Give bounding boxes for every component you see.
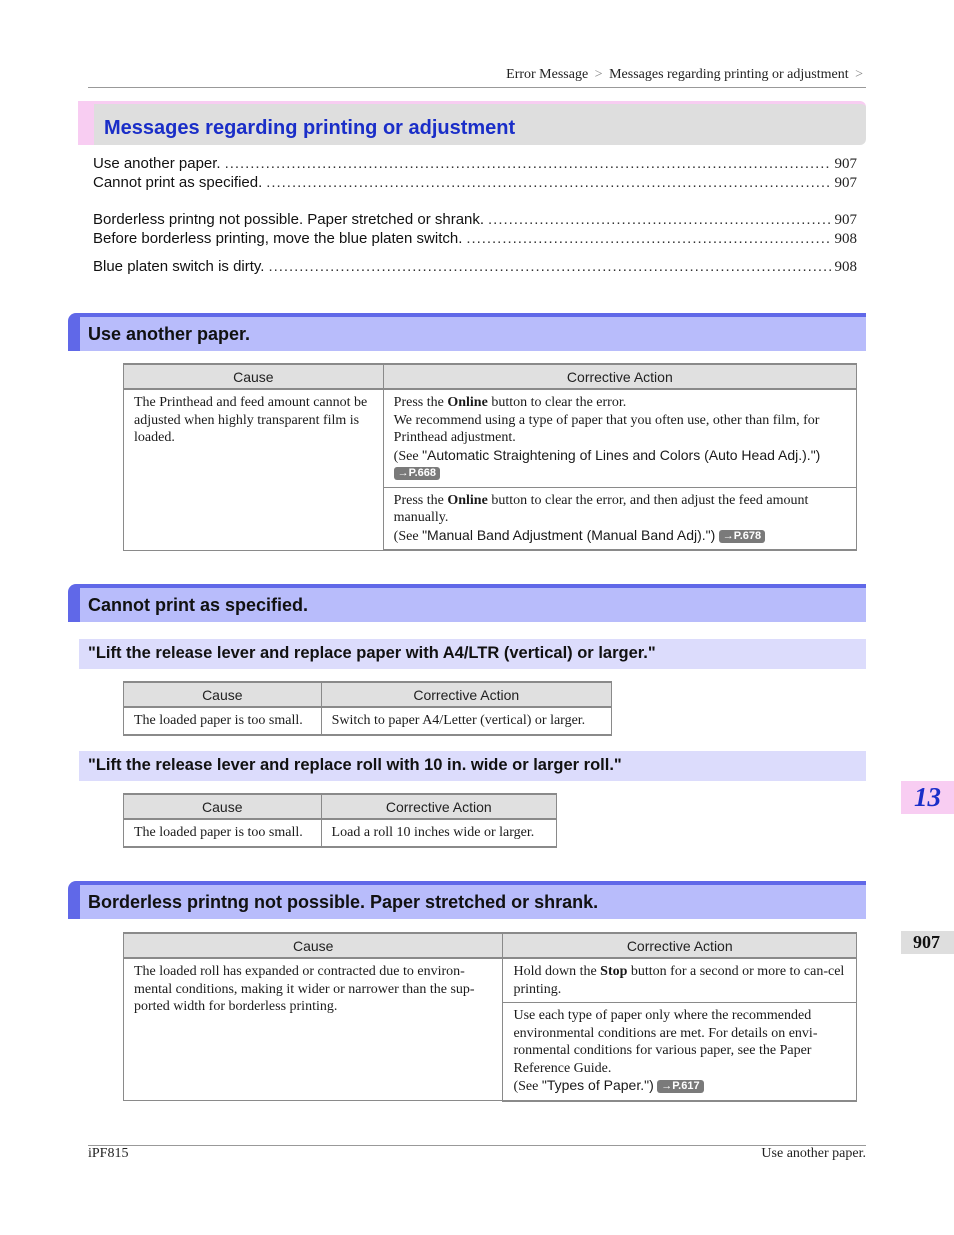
chapter-number-tab[interactable]: [901, 781, 954, 814]
chapter-number: 13: [914, 782, 941, 812]
section-heading-borderless: [68, 881, 866, 919]
action-cell: Switch to paper A4/Letter (vertical) or larger.: [321, 707, 611, 735]
section-title: Use another paper.: [88, 324, 251, 344]
toc-leader-dots: [266, 174, 830, 191]
column-header-cause: Cause: [124, 794, 322, 819]
button-name: Stop: [600, 964, 628, 979]
page-reference-link[interactable]: →P.668: [394, 467, 440, 480]
table-header-row: [124, 794, 557, 819]
table-header-row: [124, 682, 612, 707]
subsection-heading-a4-ltr: [79, 639, 866, 669]
table-use-another-paper: [123, 363, 857, 551]
section-title: Cannot print as specified.: [88, 595, 309, 615]
cause-cell: The loaded roll has expanded or contracted due to environ-mental conditions, making it wider or narrower than the sup-ported width for borderless printing.: [124, 958, 503, 1101]
action-cell: Load a roll 10 inches wide or larger.: [321, 819, 556, 847]
toc-entry-page[interactable]: 907: [834, 175, 857, 191]
cause-cell: The loaded paper is too small.: [124, 819, 322, 847]
subsection-title: "Lift the release lever and replace roll with 10 in. wide or larger roll.": [88, 756, 622, 774]
subsection-heading-10in-roll: [79, 751, 866, 781]
toc-entry[interactable]: [93, 211, 857, 230]
table-row: [124, 958, 857, 1003]
toc-entry-page[interactable]: 908: [834, 231, 857, 247]
action-text: Hold down the: [513, 964, 601, 979]
cause-cell: The loaded paper is too small.: [124, 707, 322, 735]
action-text: Press the: [393, 395, 448, 410]
page-number-tab: [901, 931, 954, 954]
column-header-cause: Cause: [124, 682, 322, 707]
footer-model: iPF815: [88, 1146, 129, 1161]
header-rule: [88, 87, 866, 88]
toc-entry[interactable]: [93, 230, 857, 249]
action-text: button for a second or more to can-cel printing.: [513, 964, 845, 997]
toc-entry-title[interactable]: Borderless printng not possible. Paper stretched or shrank.: [93, 211, 485, 228]
action-cell: [503, 1003, 857, 1101]
page-reference-link[interactable]: →P.678: [719, 530, 765, 543]
table-10in-roll: [123, 793, 557, 848]
table-borderless: [123, 932, 857, 1102]
see-prefix: (See: [513, 1079, 542, 1094]
cause-cell: The Printhead and feed amount cannot be adjusted when highly transparent film is loaded.: [124, 389, 384, 550]
footer-section: Use another paper.: [761, 1146, 866, 1161]
breadcrumb-separator: >: [855, 67, 863, 82]
toc-entry-page[interactable]: 907: [834, 156, 857, 172]
breadcrumb: [506, 67, 866, 83]
toc-leader-dots: [488, 211, 830, 228]
action-cell: [383, 389, 856, 487]
see-prefix: (See: [393, 528, 423, 544]
breadcrumb-link-messages[interactable]: Messages regarding printing or adjustment: [609, 67, 849, 82]
page-reference-link[interactable]: →P.617: [657, 1080, 703, 1093]
chapter-title: Messages regarding printing or adjustment: [104, 117, 516, 139]
column-header-action: Corrective Action: [383, 364, 856, 389]
toc-entry-page[interactable]: 907: [834, 212, 857, 228]
section-heading-use-another-paper: [68, 313, 866, 351]
table-row: [124, 707, 612, 735]
action-cell: [503, 958, 857, 1003]
cross-reference-text: "Automatic Straightening of Lines and Colors (Auto Head Adj.)."): [422, 446, 821, 463]
toc-entry-title[interactable]: Blue platen switch is dirty.: [93, 258, 265, 275]
column-header-action: Corrective Action: [321, 682, 611, 707]
button-name: Online: [447, 395, 488, 410]
column-header-action: Corrective Action: [503, 933, 857, 958]
table-row: [124, 819, 557, 847]
action-text: We recommend using a type of paper that you often use, other than film, for Printhead adjustment.: [393, 412, 820, 445]
table-header-row: [124, 364, 857, 389]
action-cell: [383, 487, 856, 550]
chapter-heading: [78, 101, 866, 145]
toc-leader-dots: [466, 230, 830, 247]
toc-leader-dots: [225, 155, 831, 172]
toc-leader-dots: [268, 258, 830, 275]
button-name: Online: [447, 492, 488, 508]
section-title: Borderless printng not possible. Paper stretched or shrank.: [88, 892, 599, 912]
toc-entry-title[interactable]: Before borderless printing, move the blue platen switch.: [93, 230, 463, 247]
action-text: button to clear the error.: [487, 395, 627, 410]
toc-entry[interactable]: [93, 258, 857, 277]
footer-rule: [88, 1145, 866, 1146]
breadcrumb-link-error-message[interactable]: Error Message: [506, 67, 589, 82]
cross-reference-text: "Types of Paper."): [541, 1077, 654, 1093]
see-prefix: (See: [393, 448, 423, 464]
action-text: button to clear the error, and then adjust the feed amount manually.: [393, 492, 809, 525]
breadcrumb-separator: >: [594, 67, 603, 82]
toc-entry[interactable]: [93, 155, 857, 174]
toc-entry-title[interactable]: Use another paper.: [93, 155, 221, 172]
cross-reference-text: "Manual Band Adjustment (Manual Band Adj)."): [422, 526, 716, 543]
action-text: Use each type of paper only where the recommended environmental conditions are met. For details on envi-ronmental conditions for various paper, see the Paper Reference Guide.: [513, 1008, 818, 1076]
column-header-cause: Cause: [124, 933, 503, 958]
table-header-row: [124, 933, 857, 958]
action-text: Press the: [393, 492, 448, 508]
table-row: [124, 389, 857, 487]
page-number: 907: [913, 932, 940, 952]
toc-entry-page[interactable]: 908: [834, 259, 857, 275]
subsection-title: "Lift the release lever and replace paper with A4/LTR (vertical) or larger.": [88, 644, 656, 662]
column-header-cause: Cause: [124, 364, 384, 389]
section-heading-cannot-print: [68, 584, 866, 622]
toc-entry[interactable]: [93, 174, 857, 193]
column-header-action: Corrective Action: [321, 794, 556, 819]
toc-entry-title[interactable]: Cannot print as specified.: [93, 174, 263, 191]
table-a4-ltr: [123, 681, 612, 736]
